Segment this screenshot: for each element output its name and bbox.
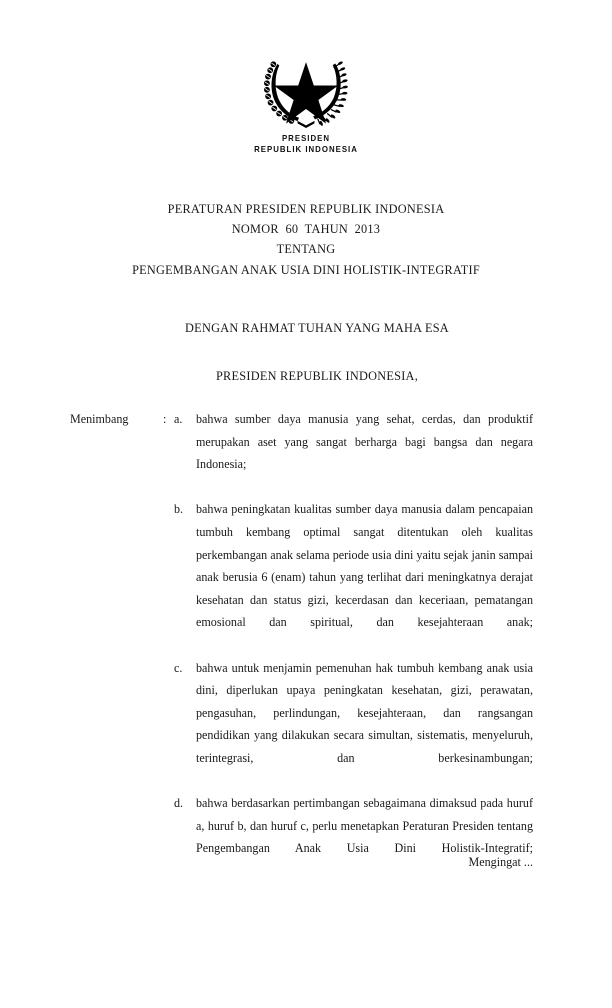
authority-line: PRESIDEN REPUBLIK INDONESIA, [215,369,419,383]
presidential-emblem-block [0,52,612,154]
document-title-block [0,199,612,280]
considerans-item-text: bahwa sumber daya manusia yang sehat, cerdas, dan produktif merupakan aset yang sangat berharga bagi bangsa dan negara Indonesia; [196,412,533,472]
considerans-item [174,408,533,498]
title-line-regulation: PERATURAN PRESIDEN REPUBLIK INDONESIA [167,202,445,216]
page-catchword: Mengingat ... [468,855,533,869]
considerans-item-marker: a. [174,412,183,426]
considerans-item-marker: d. [174,796,184,811]
title-line-subject: PENGEMBANGAN ANAK USIA DINI HOLISTIK-INTEGRATIF [132,262,480,277]
opening-block [0,321,612,384]
considerans-item [174,657,533,793]
considerans-item-list [174,408,533,882]
considerans-row [70,408,533,882]
considerans-item-text: bahwa untuk menjamin pemenuhan hak tumbuh kembang anak usia dini, diperlukan upaya peningkatan kesehatan, gizi, perawatan, pengasuhan, perlindungan, kesejahteraan, dan rangsangan pendidikan yang dilakukan secara simultan, sistematis, menyeluruh, terintegrasi, dan berkesinambungan; [196,660,533,765]
title-line-about: TENTANG [276,242,336,257]
title-line-number: NOMOR 60 TAHUN 2013 [231,222,381,237]
emblem-caption-line-1: PRESIDEN [281,133,331,143]
emblem-caption [24,133,587,154]
considerans-section [70,408,533,882]
considerans-item-text: bahwa berdasarkan pertimbangan sebagaimana dimaksud pada huruf a, huruf b, dan huruf c, perlu menetapkan Peraturan Presiden tentang Pengembangan Anak Usia Dini Holistik-Integratif; [196,796,533,856]
considerans-item-marker: c. [174,660,183,675]
considerans-colon: : [163,412,167,426]
indonesia-presidential-seal-icon [263,52,349,130]
considerans-item-text: bahwa peningkatan kualitas sumber daya manusia dalam pencapaian tumbuh kembang optimal sangat ditentukan oleh kualitas perkembangan anak selama periode usia dini yaitu sejak janin sampai anak berusia 6 (enam) tahun yang terlihat dari meningkatnya derajat kesehatan dan status gizi, kecerdasan dan keceriaan, pematangan emosional dan spiritual, dan kesejahteraan anak; [196,502,533,630]
considerans-label: Menimbang [70,412,129,426]
considerans-item [174,498,533,656]
considerans-item-marker: b. [174,502,184,517]
blessing-line: DENGAN RAHMAT TUHAN YANG MAHA ESA [185,321,449,335]
emblem-caption-line-2: REPUBLIK INDONESIA [254,143,358,154]
